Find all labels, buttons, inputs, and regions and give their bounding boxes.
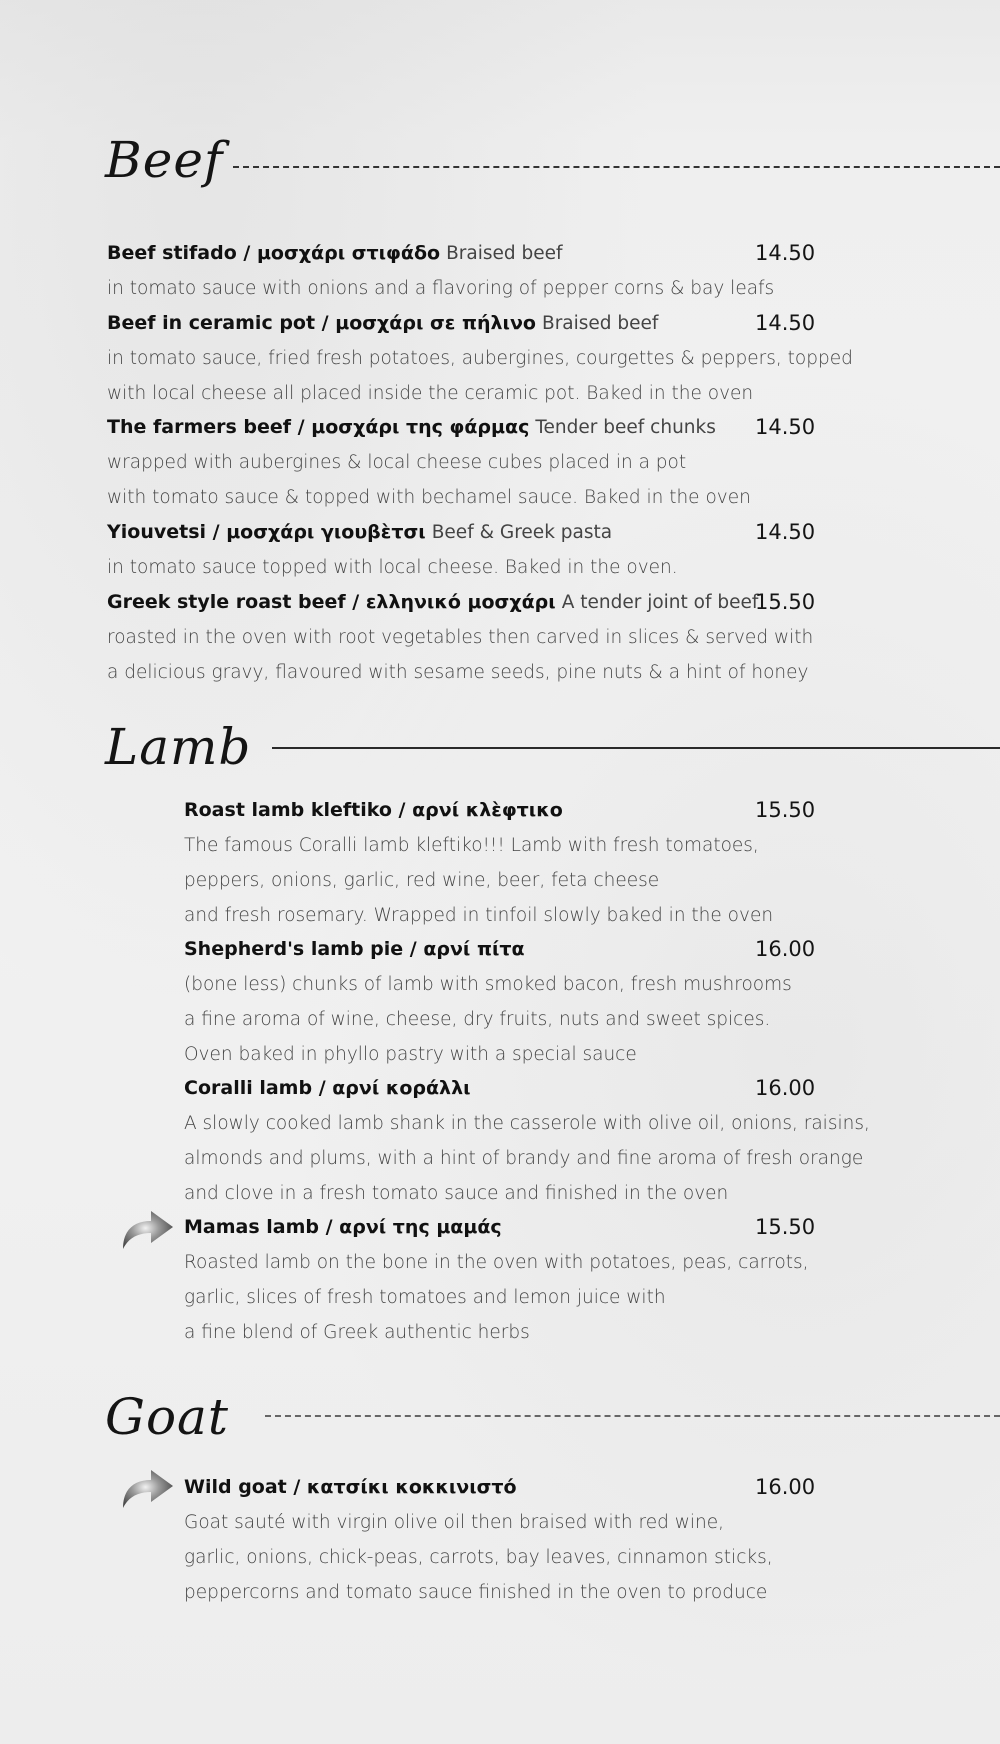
menu-item xyxy=(107,306,853,411)
item-price: 14.50 xyxy=(755,520,816,544)
dashed-rule xyxy=(265,1415,1000,1417)
item-price: 14.50 xyxy=(755,311,816,335)
item-desc-line: Oven baked in phyllo pastry with a special sauce xyxy=(184,1044,637,1065)
menu-item xyxy=(107,515,827,585)
item-desc-line: (bone less) chunks of lamb with smoked bacon, fresh mushrooms xyxy=(184,974,792,995)
item-name: Roast lamb kleftiko / αρνί κλὲφτικο xyxy=(184,799,563,821)
item-inline-desc: A tender joint of beef xyxy=(561,592,759,613)
item-desc-line: in tomato sauce with onions and a flavoring of pepper corns & bay leafs xyxy=(107,278,775,299)
dashed-rule xyxy=(233,166,1000,168)
menu-item xyxy=(107,585,827,690)
item-desc-line: and clove in a fresh tomato sauce and finished in the oven xyxy=(184,1183,729,1204)
item-name: The farmers beef / μοσχάρι της φάρμας xyxy=(107,416,530,438)
item-desc-line: garlic, slices of fresh tomatoes and lemon juice with xyxy=(184,1287,666,1308)
item-name: Shepherd's lamb pie / αρνί πίτα xyxy=(184,938,525,960)
item-desc-line: A slowly cooked lamb shank in the casserole with olive oil, onions, raisins, xyxy=(184,1113,870,1134)
section-title: Lamb xyxy=(105,718,252,776)
item-price: 16.00 xyxy=(755,937,816,961)
item-desc-line: with local cheese all placed inside the ceramic pot. Baked in the oven xyxy=(107,383,754,404)
item-desc-line: garlic, onions, chick-peas, carrots, bay leaves, cinnamon sticks, xyxy=(184,1547,773,1568)
item-desc-line: Roasted lamb on the bone in the oven with potatoes, peas, carrots, xyxy=(184,1252,809,1273)
item-inline-desc: Braised beef xyxy=(446,243,563,264)
item-price: 14.50 xyxy=(755,241,816,265)
curved-arrow-icon xyxy=(119,1207,175,1251)
item-desc-line: a fine blend of Greek authentic herbs xyxy=(184,1322,530,1343)
section-header-lamb xyxy=(105,715,1000,785)
item-desc-line: Goat sauté with virgin olive oil then braised with red wine, xyxy=(184,1512,725,1533)
item-desc-line: almonds and plums, with a hint of brandy and fine aroma of fresh orange xyxy=(184,1148,864,1169)
item-inline-desc: Braised beef xyxy=(542,313,659,334)
item-desc-line: peppers, onions, garlic, red wine, beer, feta cheese xyxy=(184,870,660,891)
item-desc-line: a delicious gravy, flavoured with sesame seeds, pine nuts & a hint of honey xyxy=(107,662,809,683)
item-desc-line: in tomato sauce topped with local cheese. Baked in the oven. xyxy=(107,557,678,578)
item-desc-line: peppercorns and tomato sauce finished in the oven to produce xyxy=(184,1582,768,1603)
item-desc-line: wrapped with aubergines & local cheese cubes placed in a pot xyxy=(107,452,687,473)
curved-arrow-icon xyxy=(119,1466,175,1510)
item-desc-line: in tomato sauce, fried fresh potatoes, aubergines, courgettes & peppers, topped xyxy=(107,348,853,369)
item-name: Coralli lamb / αρνί κοράλλι xyxy=(184,1077,471,1099)
item-inline-desc: Tender beef chunks xyxy=(535,417,716,438)
item-desc-line: and fresh rosemary. Wrapped in tinfoil slowly baked in the oven xyxy=(184,905,774,926)
section-header-beef xyxy=(105,128,1000,198)
item-name: Yiouvetsi / μοσχάρι γιουβὲτσι xyxy=(107,521,426,543)
item-price: 15.50 xyxy=(755,590,816,614)
item-price: 15.50 xyxy=(755,1215,816,1239)
item-inline-desc: Beef & Greek pasta xyxy=(431,522,613,543)
item-name: Beef in ceramic pot / μοσχάρι σε πήλινο xyxy=(107,312,536,334)
item-name: Mamas lamb / αρνί της μαμάς xyxy=(184,1216,502,1238)
item-desc-line: a fine aroma of wine, cheese, dry fruits, nuts and sweet spices. xyxy=(184,1009,771,1030)
item-price: 16.00 xyxy=(755,1076,816,1100)
item-price: 16.00 xyxy=(755,1475,816,1499)
menu-item xyxy=(107,236,827,306)
item-desc-line: The famous Coralli lamb kleftiko!!! Lamb with fresh tomatoes, xyxy=(184,835,759,856)
item-price: 14.50 xyxy=(755,415,816,439)
menu-item xyxy=(107,410,827,515)
item-desc-line: with tomato sauce & topped with bechamel sauce. Baked in the oven xyxy=(107,487,751,508)
section-header-goat xyxy=(105,1385,1000,1455)
item-name: Greek style roast beef / ελληνικό μοσχάρι xyxy=(107,591,556,613)
section-title: Beef xyxy=(105,131,224,189)
item-price: 15.50 xyxy=(755,798,816,822)
item-name: Wild goat / κατσίκι κοκκινιστό xyxy=(184,1476,517,1498)
section-title: Goat xyxy=(105,1388,229,1446)
item-desc-line: roasted in the oven with root vegetables then carved in slices & served with xyxy=(107,627,814,648)
solid-rule xyxy=(272,747,1000,749)
item-name: Beef stifado / μοσχάρι στιφάδο xyxy=(107,242,441,264)
